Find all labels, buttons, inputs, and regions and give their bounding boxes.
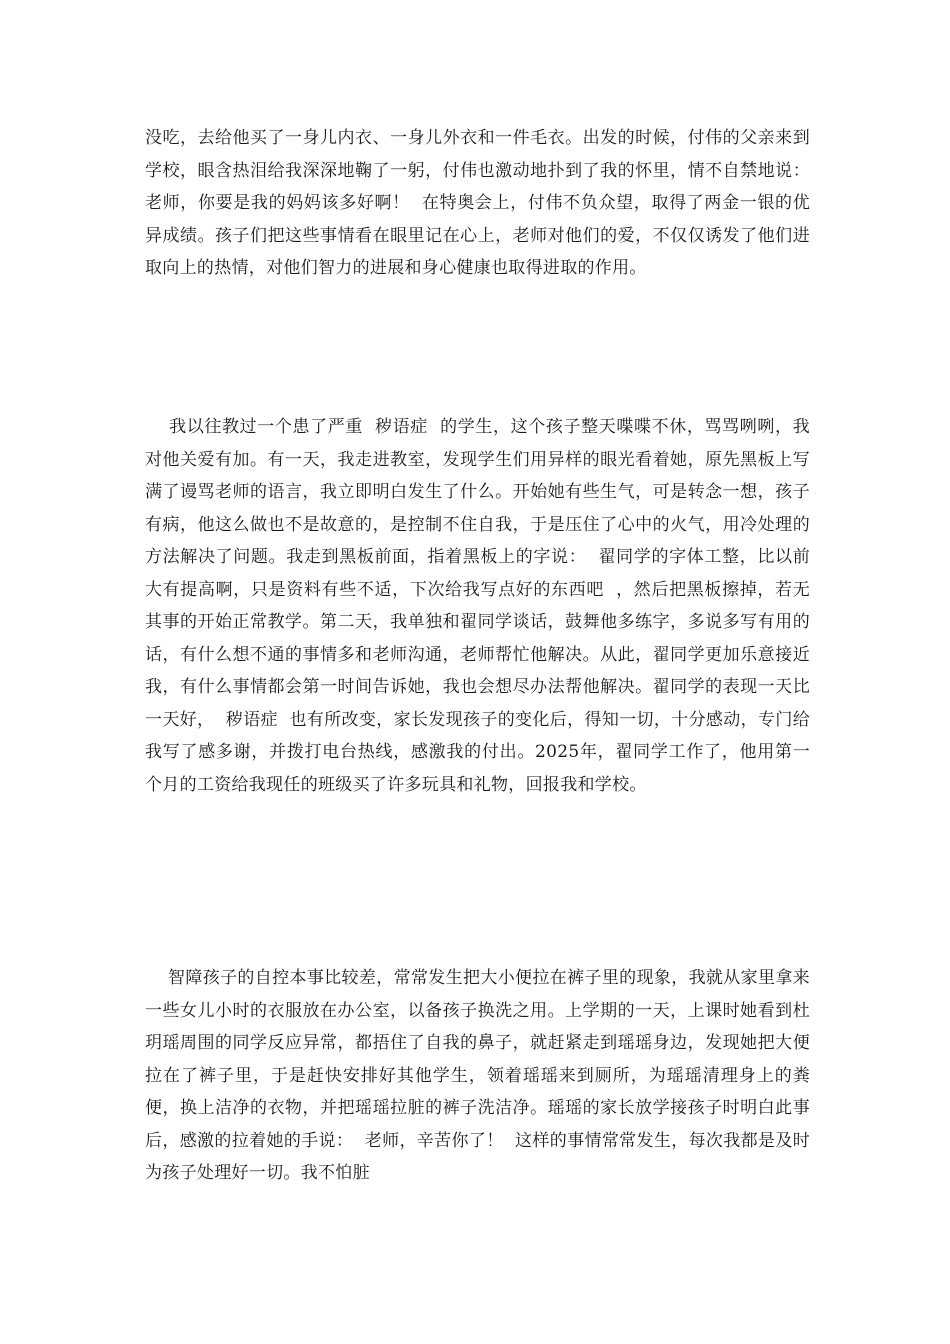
paragraph-3: 智障孩子的自控本事比较差，常常发生把大小便拉在裤子里的现象，我就从家里拿来一些女儿小时的衣服放在办公室，以备孩子换洗之用。上学期的一天，上课时她看到杜玥瑶周围的同学反应异常，都捂住了自我的鼻子，就赶紧走到瑶瑶身边，发现她把大便拉在了裤子里，于是赶快安排好其他学生，领着瑶瑶来到厕所，为瑶瑶清理身上的粪便，换上洁净的衣物，并把瑶瑶拉脏的裤子洗洁净。瑶瑶的家长放学接孩子时明白此事后，感激的拉着她的手说： 老师，辛苦你了！ 这样的事情常常发生，每次我都是及时为孩子处理好一切。我不怕脏	[145, 968, 810, 1183]
paragraph-2: 我以往教过一个患了严重 秽语症 的学生，这个孩子整天喋喋不休，骂骂咧咧，我对他关爱有加。有一天，我走进教室，发现学生们用异样的眼光看着她，原先黑板上写满了谩骂老师的语言，我立即明白发生了什么。开始她有些生气，可是转念一想，孩子有病，他这么做也不是故意的，是控制不住自我，于是压住了心中的火气，用冷处理的方法解决了问题。我走到黑板前面，指着黑板上的字说： 翟同学的字体工整，比以前大有提高啊，只是资料有些不适，下次给我写点好的东西吧 ，然后把黑板擦掉，若无其事的开始正常教学。第二天，我单独和翟同学谈话，鼓舞他多练字，多说多写有用的话，有什么想不通的事情多和老师沟通，老师帮忙他解决。从此，翟同学更加乐意接近我，有什么事情都会第一时间告诉她，我也会想尽办法帮他解决。翟同学的表现一天比一天好， 秽语症 也有所改变，家长发现孩子的变化后，得知一切，十分感动，专门给我写了感多谢，并拨打电台热线，感激我的付出。2025年，翟同学工作了，他用第一个月的工资给我现任的班级买了许多玩具和礼物，回报我和学校。	[145, 417, 810, 795]
paragraph-1: 没吃，去给他买了一身儿内衣、一身儿外衣和一件毛衣。出发的时候，付伟的父亲来到学校，眼含热泪给我深深地鞠了一躬，付伟也激动地扑到了我的怀里，情不自禁地说： 老师，你要是我的妈妈该多好啊！ 在特奥会上，付伟不负众望，取得了两金一银的优异成绩。孩子们把这些事情看在眼里记在心上，老师对他们的爱，不仅仅诱发了他们进取向上的热情，对他们智力的进展和身心健康也取得进取的作用。	[145, 128, 822, 278]
